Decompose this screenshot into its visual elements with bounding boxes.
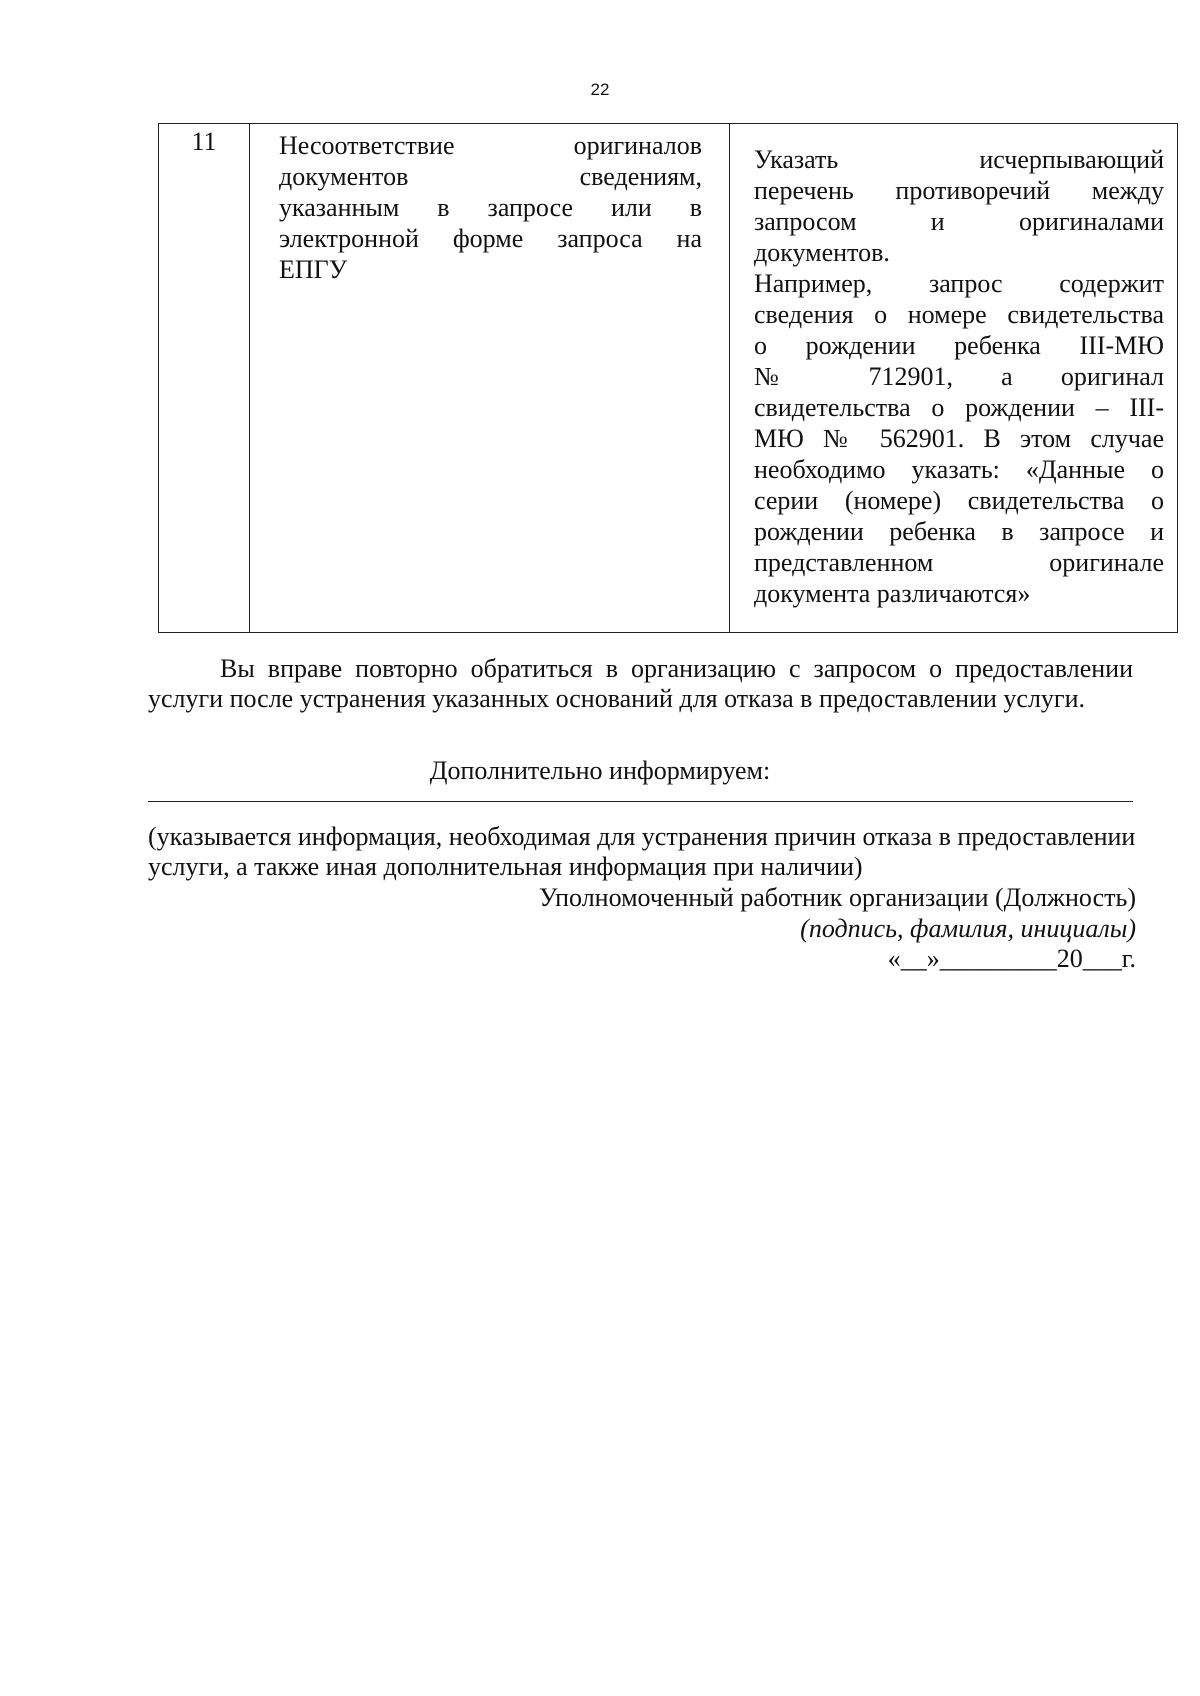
refusal-explanation-cell (754, 144, 1164, 609)
authorized-official: Уполномоченный работник организации (Должность) (539, 883, 1136, 912)
reason-line: документов сведениям, (279, 162, 702, 191)
row-number: 11 (191, 127, 217, 156)
reapply-paragraph: Вы вправе повторно обратиться в организацию с запросом о предоставлении услуги после устранения указанных оснований для отказа в предоставлении услуги. (148, 654, 1133, 713)
refusal-reason-cell (279, 130, 702, 285)
explanation-line: свидетельства о рождении – III- (754, 393, 1164, 422)
explanation-line: документов. (754, 238, 890, 267)
reason-line: электронной форме запроса на (279, 224, 702, 253)
explanation-line: перечень противоречий между (754, 176, 1164, 205)
signature-hint: (подпись, фамилия, инициалы) (800, 914, 1136, 943)
explanation-line: МЮ № 562901. В этом случае (754, 424, 1164, 453)
table-column-divider (249, 124, 250, 632)
additional-info-heading: Дополнительно информируем: (429, 756, 771, 785)
explanation-line: документа различаются» (754, 579, 1031, 608)
explanation-line: запросом и оригиналами (754, 207, 1164, 236)
explanation-line: рождении ребенка в запросе и (754, 517, 1164, 546)
explanation-line: сведения о номере свидетельства (754, 300, 1164, 329)
refusal-reasons-table (158, 123, 1178, 633)
reason-line: Несоответствие оригиналов (279, 131, 702, 160)
table-column-divider (729, 124, 730, 632)
reason-line: указанным в запросе или в (279, 193, 702, 222)
explanation-line: представленном оригинале (754, 548, 1164, 577)
reason-line: ЕПГУ (279, 255, 348, 284)
explanation-line: Указать исчерпывающий (754, 145, 1164, 174)
page-number: 22 (590, 80, 610, 99)
explanation-line: № 712901, а оригинал (754, 362, 1164, 391)
fill-in-line (148, 801, 1133, 802)
explanation-line: о рождении ребенка III-МЮ (754, 331, 1164, 360)
explanation-line: необходимо указать: «Данные о (754, 455, 1164, 484)
date-line: «__»_________20___г. (887, 944, 1136, 973)
explanation-line: Например, запрос содержит (754, 269, 1164, 298)
explanation-line: серии (номере) свидетельства о (754, 486, 1164, 515)
fill-in-hint: (указывается информация, необходимая для устранения причин отказа в предоставлении услуги, а также иная дополнительная информация при наличии) (148, 822, 1136, 881)
